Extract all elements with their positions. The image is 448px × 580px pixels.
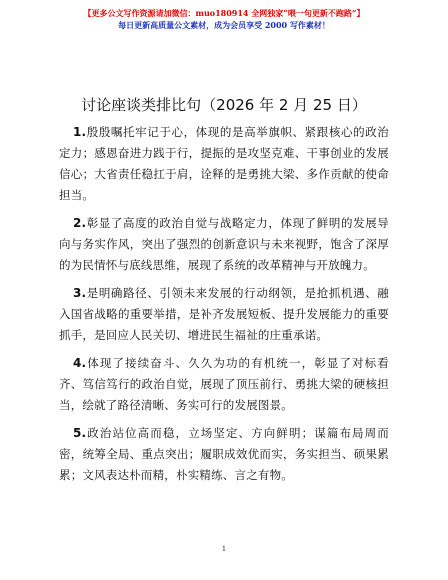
header-banner bbox=[0, 7, 448, 31]
paragraph-3 bbox=[59, 283, 389, 346]
page-number: 1 bbox=[221, 545, 227, 553]
paragraph-5 bbox=[59, 423, 389, 486]
paragraph-number: 4. bbox=[73, 356, 87, 370]
paragraph-1 bbox=[59, 122, 389, 206]
document-body bbox=[59, 122, 389, 493]
paragraph-text: 彰显了高度的政治自觉与战略定力，体现了鲜明的发展导向与务实作风，突出了强烈的创新意识与未来视野，饱含了深厚的为民情怀与底线思维，展现了系统的改革精神与开放魄力。 bbox=[59, 216, 389, 272]
paragraph-text: 殷殷嘱托牢记于心，体现的是高举旗帜、紧跟核心的政治定力；感恩奋进力践于行，提振的是攻坚克难、干事创业的发展信心；大省责任稳扛于肩，诠释的是勇挑大梁、多作贡献的使命担当。 bbox=[59, 125, 389, 202]
banner-promo-line: 【更多公文写作资源请加微信：muo180914 全网独家“喂一句更新不跑路”】 bbox=[83, 8, 365, 18]
paragraph-text: 是明确路径、引领未来发展的行动纲领，是抢抓机遇、融入国省战略的重要举措，是补齐发展短板、提升发展能力的重要抓手，是回应人民关切、增进民生福祉的庄重承诺。 bbox=[59, 286, 389, 342]
paragraph-number: 3. bbox=[73, 286, 87, 300]
paragraph-4 bbox=[59, 353, 389, 416]
paragraph-text: 体现了接续奋斗、久久为功的有机统一，彰显了对标看齐、笃信笃行的政治自觉，展现了顶压前行、勇挑大梁的硬核担当，绘就了路径清晰、务实可行的发展图景。 bbox=[59, 356, 389, 412]
banner-membership-line: 每日更新高质量公文素材，成为会员享受 2000 写作素材！ bbox=[118, 20, 330, 30]
paragraph-2 bbox=[59, 213, 389, 276]
paragraph-number: 5. bbox=[73, 426, 87, 440]
paragraph-number: 2. bbox=[73, 216, 87, 230]
paragraph-number: 1. bbox=[73, 125, 87, 139]
document-title: 讨论座谈类排比句（2026 年 2 月 25 日） bbox=[81, 96, 367, 114]
paragraph-text: 政治站位高而稳，立场坚定、方向鲜明；谋篇布局周而密，统筹全局、重点突出；履职成效优而实，务实担当、硕果累累；文风表达朴而精，朴实精练、言之有物。 bbox=[59, 426, 389, 482]
